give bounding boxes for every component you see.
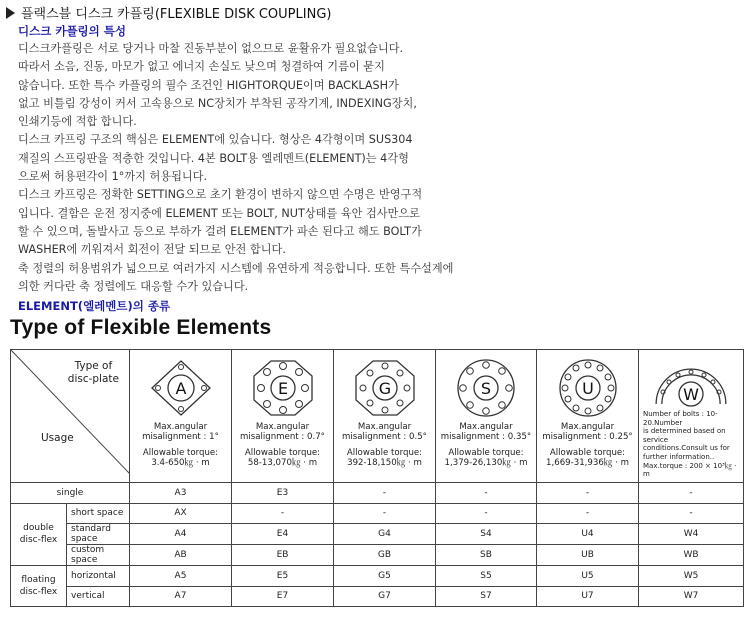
table-cell: AB [130,545,232,566]
paragraph-line: 디스크카플링은 서로 당거나 마찰 진동부분이 없으므로 윤활유가 필요없습니다. [18,42,404,55]
row-label-single: single [11,483,130,504]
misalignment-label: Max.angular [357,422,412,432]
table-cell: - [436,483,537,504]
paragraph-line: 축 정렬의 허용범위가 넓으므로 여러가지 시스템에 유연하게 적응합니다. 또한 특수설계에 [18,261,454,275]
svg-text:E: E [277,379,288,398]
misalignment-value: misalignment : 0.5° [342,432,427,442]
table-cell: - [537,483,639,504]
paragraph-line: WASHER에 끼워져서 회전이 전달 되므로 안전 합니다. [18,243,286,257]
table-cell: E5 [232,566,334,587]
row-group-double [11,503,67,566]
table-cell: U4 [537,524,639,545]
misalignment-label: Max.angular [560,422,615,432]
table-cell: A4 [130,524,232,545]
element-e-icon [251,358,315,418]
paragraph-line: 따라서 소음, 진동, 마모가 없고 에너지 손실도 낮으며 청결하여 기름이 묻지 [18,60,385,74]
element-w-icon [651,358,731,408]
table-row-double-standard [11,524,744,545]
table-cell: EB [232,545,334,566]
sub-row-label: short space [67,503,130,524]
table-cell: A3 [130,483,232,504]
table-cell: U5 [537,566,639,587]
table-cell: AX [130,503,232,524]
table-cell: WB [639,545,744,566]
torque-value: 3.4-650㎏ · m [151,458,210,468]
svg-text:G: G [378,379,391,398]
column-header-s [436,350,537,483]
sub-row-label: horizontal [67,566,130,587]
triangle-bullet-icon [6,7,15,19]
paragraph-line: 재질의 스프링판을 적층한 것입니다. 4본 BOLT용 엘레멘트(ELEMENT)는 4각형 [18,151,409,165]
table-cell: - [436,503,537,524]
misalignment-label: Max.angular [153,422,208,432]
torque-value: 58-13,070㎏ · m [247,458,318,468]
table-cell: - [232,503,334,524]
torque-value: 1,669-31,936㎏ · m [546,458,629,468]
element-s-icon [454,358,518,418]
column-header-a [130,350,232,483]
corner-label-type: Type of [74,360,113,372]
table-cell: - [334,503,436,524]
torque-label: Allowable torque: [244,448,321,458]
table-cell: A7 [130,586,232,607]
torque-label: Allowable torque: [549,448,626,458]
paragraph-line: 할 수 있으며, 돌발사고 등으로 부하가 걸려 ELEMENT가 파손 된다고 해도 BOLT가 [18,224,422,238]
element-a-icon [149,358,213,418]
w-note-line: further information.. [643,452,715,461]
misalignment-value: misalignment : 0.25° [542,432,633,442]
element-u-icon [556,358,620,418]
element-g-icon [353,358,417,418]
row-group-floating [11,566,67,607]
misalignment-value: misalignment : 0.35° [440,432,532,442]
svg-text:A: A [175,379,186,398]
paragraph-line: 디스크 카프링 구조의 핵심은 ELEMENT에 있습니다. 형상은 4각형이며 SUS304 [18,133,413,147]
description-paragraph [18,40,453,296]
table-cell: SB [436,545,537,566]
torque-label: Allowable torque: [346,448,423,458]
paragraph-line: 인쇄기등에 적합 합니다. [18,115,137,129]
w-note-line: is determined based on service [643,427,726,444]
group-label: disc-flex [19,587,58,597]
table-cell: - [639,503,744,524]
table-row-single [11,483,744,504]
table-title: Type of Flexible Elements [10,316,272,339]
table-cell: UB [537,545,639,566]
group-label: disc-flex [19,535,58,546]
table-cell: E4 [232,524,334,545]
misalignment-label: Max.angular [255,422,310,432]
table-row-double-short [11,503,744,524]
table-row-double-custom [11,545,744,566]
table-cell: A5 [130,566,232,587]
table-cell: S5 [436,566,537,587]
column-header-u [537,350,639,483]
table-cell: W4 [639,524,744,545]
section-title-characteristics: 디스크 카플링의 특성 [18,24,126,38]
torque-label: Allowable torque: [448,448,524,458]
table-cell: - [334,483,436,504]
misalignment-label: Max.angular [459,422,513,432]
svg-text:U: U [581,379,594,398]
table-cell: W7 [639,586,744,607]
table-row-floating-vertical [11,586,744,607]
element-types-table [10,349,744,607]
table-cell: G5 [334,566,436,587]
group-label: floating [21,575,56,585]
misalignment-value: misalignment : 0.7° [240,432,325,442]
sub-row-label: standard space [67,524,130,545]
paragraph-line: 없고 비틀림 강성이 커서 고속용으로 NC장치가 부착된 공작기계, INDEXING장치, [18,96,417,110]
table-cell: S7 [436,586,537,607]
page-header [6,3,331,22]
column-header-e [232,350,334,483]
sub-row-label: custom space [67,545,130,566]
torque-label: Allowable torque: [142,448,219,458]
table-cell: - [639,483,744,504]
corner-label-disc-plate: disc-plate [67,373,119,385]
paragraph-line: 으로써 허용편각이 1°까지 허용됩니다. [18,170,208,184]
table-row-floating-horizontal [11,566,744,587]
section-title-element-types: ELEMENT(엘레멘트)의 종류 [18,299,171,313]
group-label: double [23,523,54,534]
column-header-g [334,350,436,483]
paragraph-line: 의한 커다란 축 정렬에도 대응할 수가 있습니다. [18,279,249,293]
page-title: 플랙스블 디스크 카플링(FLEXIBLE DISK COUPLING) [21,7,332,22]
sub-row-label: vertical [67,586,130,607]
table-cell: G7 [334,586,436,607]
table-cell: W5 [639,566,744,587]
torque-value: 1,379-26,130㎏ · m [444,458,528,468]
paragraph-line: 않습니다. 또한 특수 카플링의 필수 조건인 HIGHTORQUE이며 BACKLASH가 [18,78,399,92]
torque-value: 392-18,150㎏ · m [347,458,422,468]
w-note-line: Number of bolts : 10-20.Number [643,410,718,427]
table-cell: S4 [436,524,537,545]
table-cell: E3 [232,483,334,504]
table-cell: - [537,503,639,524]
table-corner-cell [11,350,130,483]
corner-label-usage: Usage [41,432,74,444]
w-note-line: Max.torque : 200 × 10³㎏ · m [643,461,737,479]
svg-text:S: S [480,379,492,398]
w-note-line: conditions.Consult us for [643,444,730,453]
table-cell: U7 [537,586,639,607]
table-cell: E7 [232,586,334,607]
svg-text:W: W [683,385,699,404]
table-cell: G4 [334,524,436,545]
paragraph-line: 입니다. 결함은 운전 정지중에 ELEMENT 또는 BOLT, NUT상태를 육안 검사만으로 [18,206,420,220]
misalignment-value: misalignment : 1° [142,432,219,442]
paragraph-line: 디스크 카프링은 정확한 SETTING으로 초기 환경이 변하지 않으면 수명은 반영구적 [18,188,423,202]
column-header-w [639,350,744,483]
table-cell: GB [334,545,436,566]
